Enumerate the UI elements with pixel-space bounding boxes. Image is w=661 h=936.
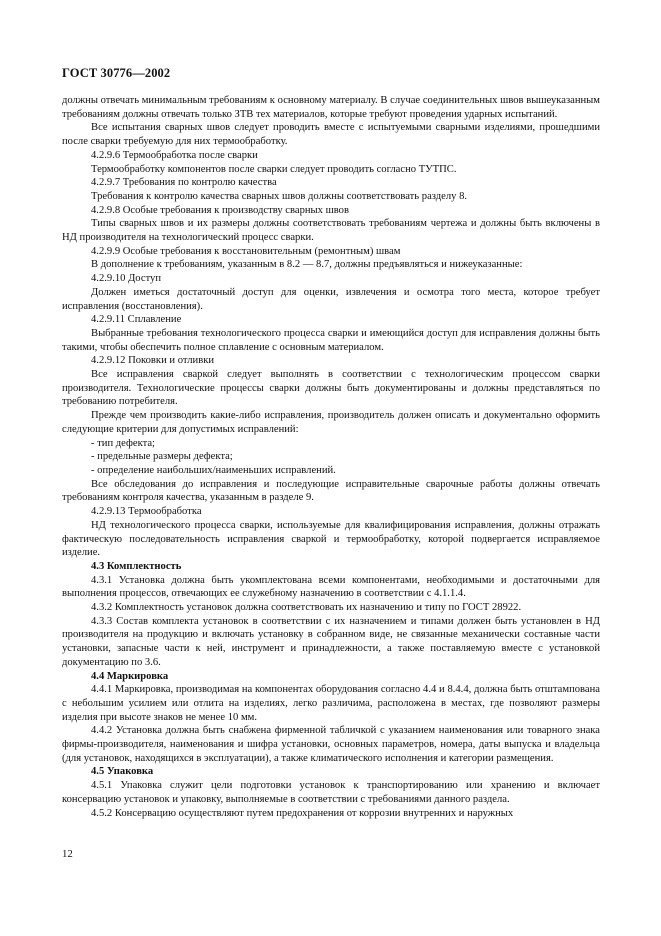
list-item: - определение наибольших/наименьших исправлений.	[91, 464, 336, 476]
section-heading: 4.5 Упаковка	[91, 766, 154, 778]
clause-heading: 4.2.9.8 Особые требования к производству сварных швов	[91, 204, 349, 216]
clause-heading: 4.2.9.10 Доступ	[91, 273, 162, 285]
paragraph: Требования к контролю качества сварных швов должны соответствовать разделу 8.	[91, 190, 468, 202]
clause-heading: 4.2.9.9 Особые требования к восстановительным (ремонтным) швам	[91, 245, 401, 257]
paragraph: 4.3.3 Состав комплекта установок в соответствии с их назначением и типами должен быть установлен в НД производителя на продукцию и включать установку в собранном виде, не связанные механически составные части установки, запасные части к ней, инструмент и принадлежности, а также поставляемую вместе с установкой документацию по 3.6.	[62, 615, 600, 668]
paragraph: 4.4.2 Установка должна быть снабжена фирменной табличкой с указанием наименования или товарного знака фирмы-производителя, наименования и шифра установки, основных параметров, номера, даты выпуска и владельца (для установок, находящихся в эксплуатации), а также климатического исполнения и категории размещения.	[62, 725, 600, 764]
clause-heading: 4.2.9.7 Требования по контролю качества	[91, 177, 277, 189]
clause-heading: 4.2.9.12 Поковки и отливки	[91, 355, 215, 367]
page-number: 12	[62, 848, 73, 860]
list-item: - тип дефекта;	[91, 437, 155, 449]
paragraph: Все испытания сварных швов следует проводить вместе с испытуемыми сварными изделиями, прошедшими после сварки требуемую для них термообработку.	[62, 122, 600, 148]
paragraph: Все исправления сваркой следует выполнять в соответствии с технологическим процессом сварки производителя. Технологические процессы сварки должны быть документированы и должны представляться по требованию потребителя.	[62, 369, 600, 408]
clause-heading: 4.2.9.13 Термообработка	[91, 506, 202, 518]
paragraph: Выбранные требования технологического процесса сварки и имеющийся доступ для исправления должны быть такими, чтобы обеспечить полное сплавление с основным материалом.	[62, 327, 600, 353]
section-heading: 4.4 Маркировка	[91, 670, 169, 682]
paragraph: Типы сварных швов и их размеры должны соответствовать требованиям чертежа и должны быть включены в НД производителя на технологический процесс сварки.	[62, 218, 600, 244]
paragraph: Прежде чем производить какие-либо исправления, производитель должен описать и документально оформить следующие критерии для допустимых исправлений:	[62, 410, 600, 435]
standard-header: ГОСТ 30776—2002	[62, 66, 171, 80]
paragraph: В дополнение к требованиям, указанным в 8.2 — 8.7, должны предъявляться и нижеуказанные:	[91, 259, 523, 271]
paragraph: Все обследования до исправления и последующие исправительные сварочные работы должны отвечать требованиям контроля качества, указанным в разделе 9.	[62, 478, 600, 504]
paragraph: 4.4.1 Маркировка, производимая на компонентах оборудования согласно 4.4 и 8.4.4, должна быть отштампована с небольшим усилием или отлита на изделиях, легко различима, расположена в местах, где позволяют размеры изделия при высоте знаков не менее 10 мм.	[62, 684, 600, 723]
clause-heading: 4.2.9.11 Сплавление	[91, 314, 182, 326]
clause-heading: 4.2.9.6 Термообработка после сварки	[91, 149, 258, 161]
paragraph: 4.5.2 Консервацию осуществляют путем предохранения от коррозии внутренних и наружных	[91, 807, 514, 819]
document-body	[62, 94, 600, 820]
section-heading: 4.3 Комплектность	[91, 560, 182, 572]
paragraph: 4.3.1 Установка должна быть укомплектована всеми компонентами, необходимыми и достаточными для выполнения процессов, отвечающих ее служебному назначению в соответствии с 4.1.1.4.	[62, 574, 600, 600]
list-item: - предельные размеры дефекта;	[91, 451, 233, 463]
paragraph: Должен иметься достаточный доступ для оценки, извлечения и осмотра того места, которое требует исправления (восстановления).	[62, 286, 600, 312]
paragraph-continuation: должны отвечать минимальным требованиям к основному материалу. В случае соединительных швов вышеуказанным требованиям должны отвечать только ЗТВ тех материалов, которые требуют проведения ударных испытаний.	[62, 95, 600, 120]
paragraph: Термообработку компонентов после сварки следует проводить согласно ТУТПС.	[91, 163, 457, 175]
paragraph: 4.5.1 Упаковка служит цели подготовки установок к транспортированию или хранению и включает консервацию установок и упаковку, выполняемые в соответствии с требованиями данного раздела.	[62, 780, 600, 805]
paragraph: НД технологического процесса сварки, используемые для квалифицирования исправления, должны отражать фактическую последовательность исправления сваркой и термообработку, которой подвергается исправляемое изделие.	[62, 519, 600, 559]
paragraph: 4.3.2 Комплектность установок должна соответствовать их назначению и типу по ГОСТ 28922.	[91, 602, 522, 614]
